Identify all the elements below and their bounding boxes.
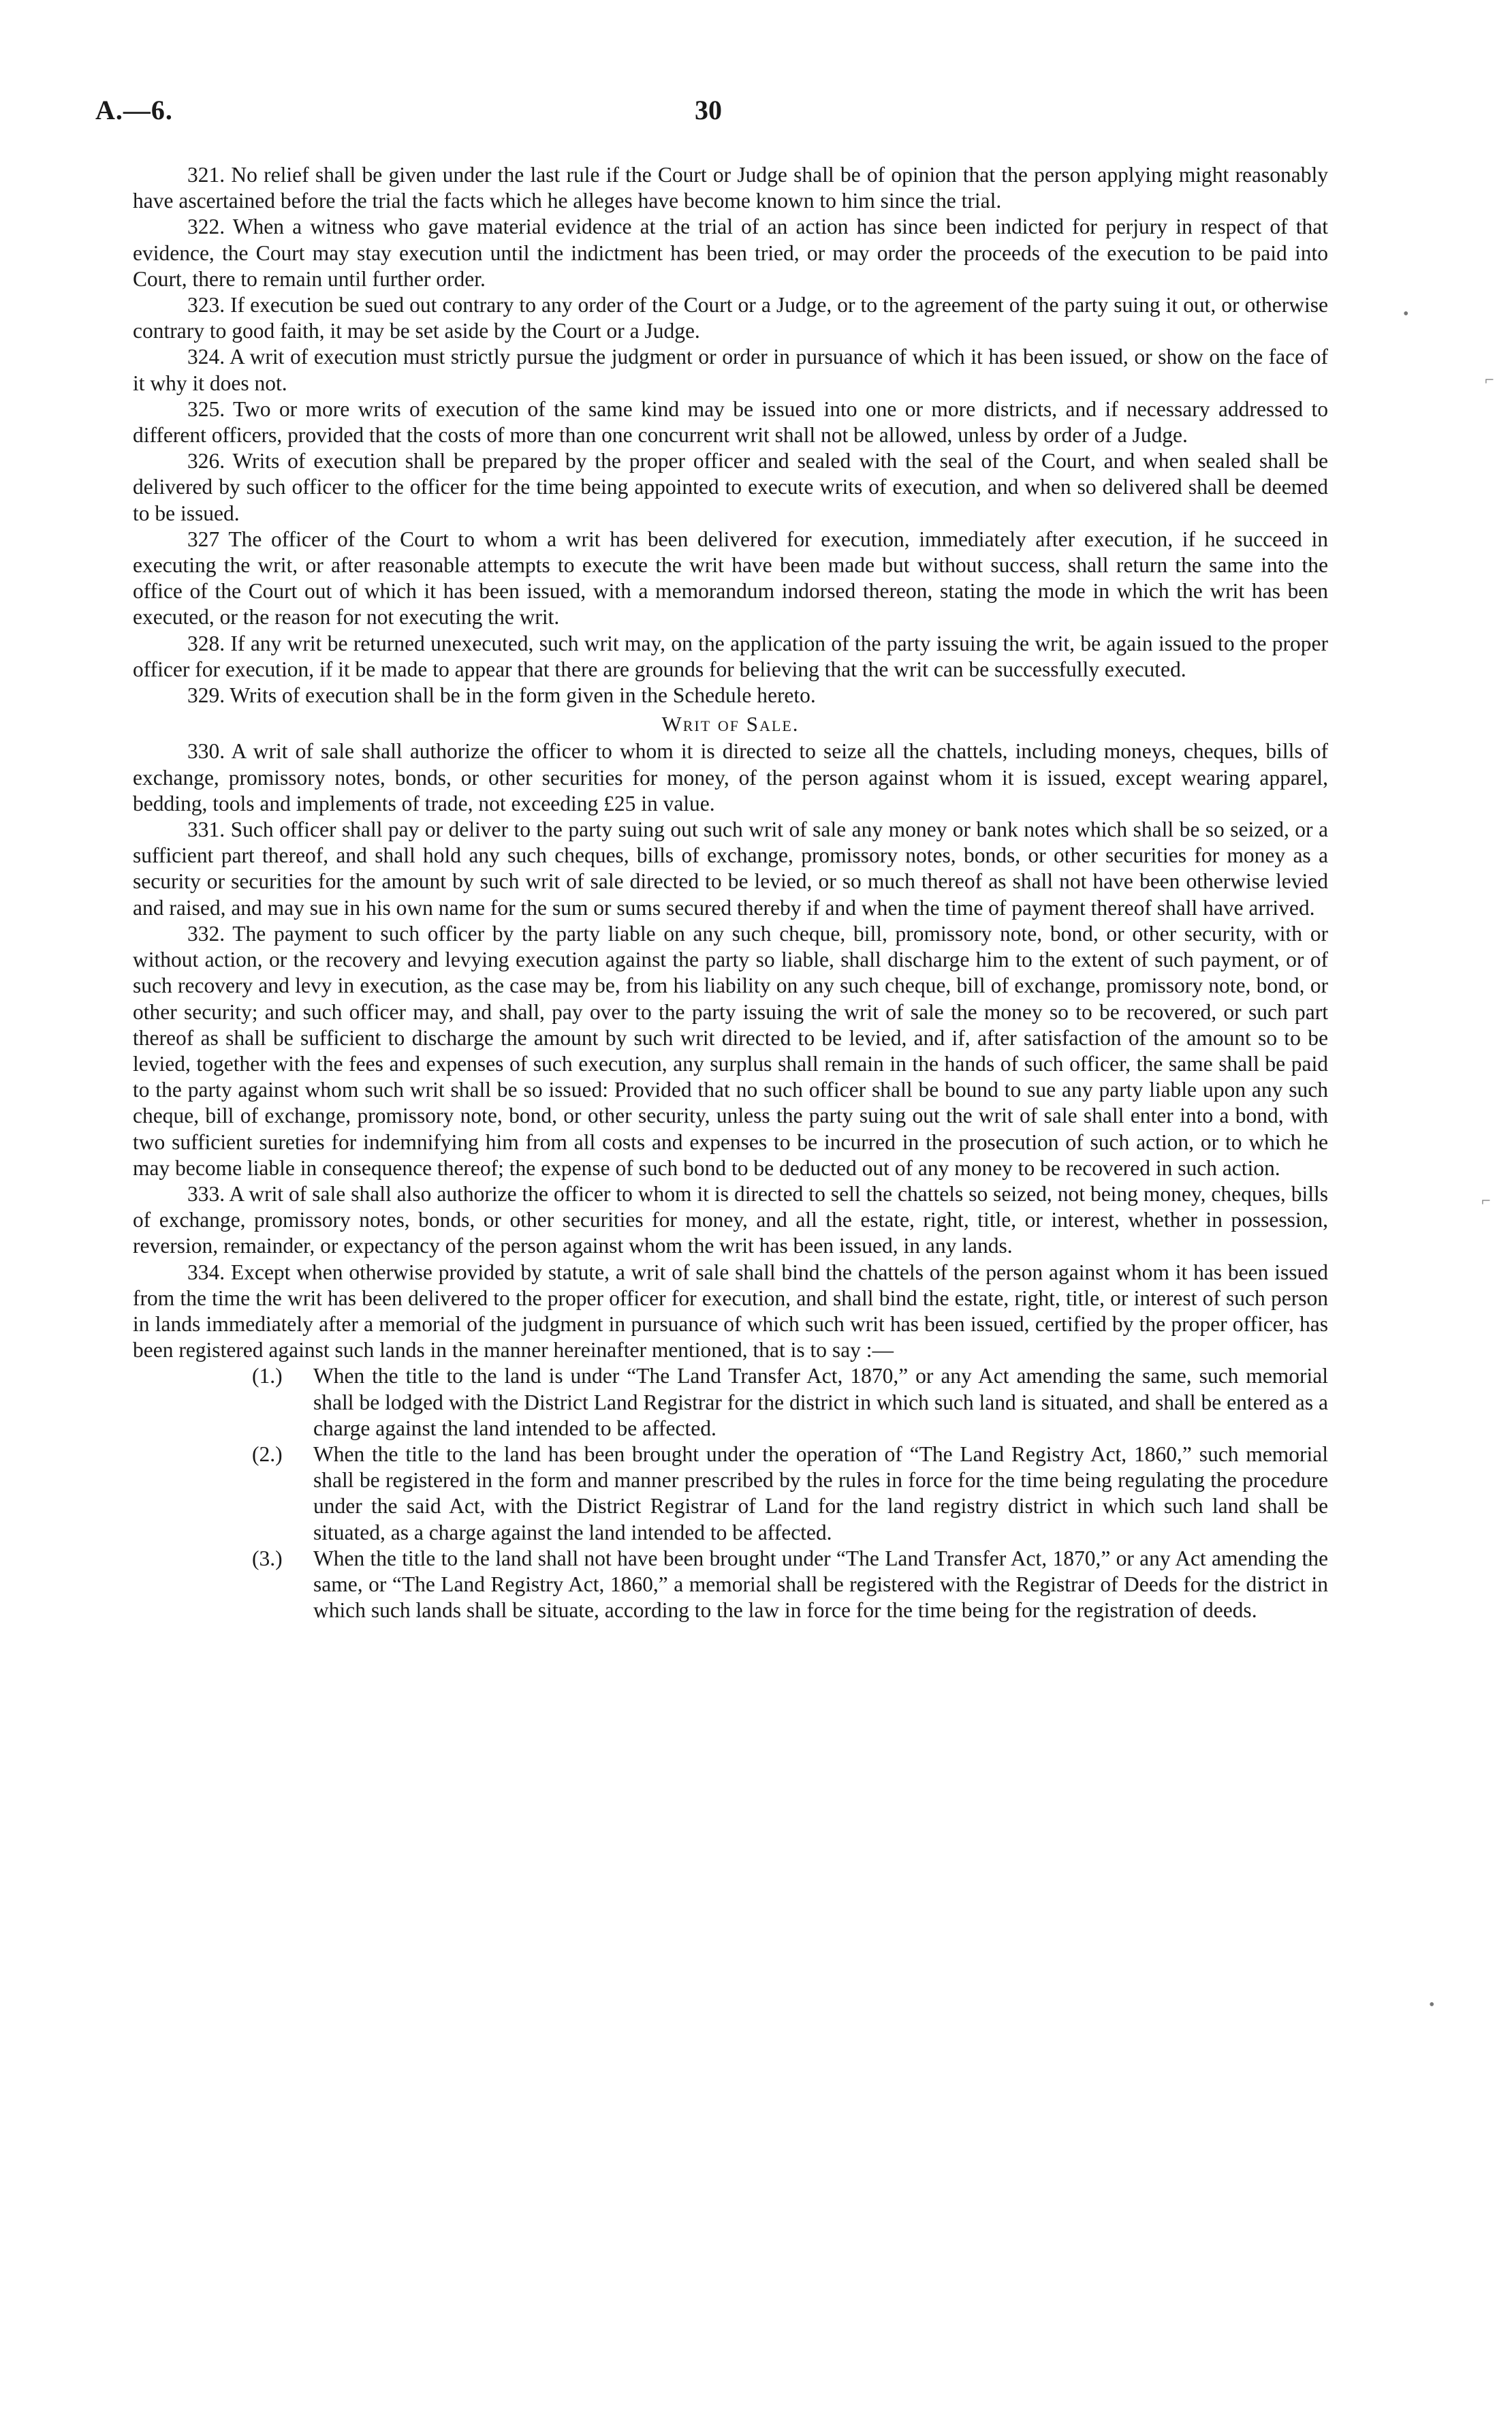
paragraph-322: 322. When a witness who gave material evidence at the trial of an action has since been indicted for perjury in respect of that evidence, the Court may stay execution until the indictment has been tried, or may order the proceeds of the execution to be paid into Court, there to remain until further order. <box>133 215 1328 291</box>
paragraph-321: 321. No relief shall be given under the last rule if the Court or Judge shall be of opinion that the person applying might reasonably have ascertained before the trial the facts which he alleges have become known to him since the trial. <box>133 163 1328 213</box>
paragraph-332: 332. The payment to such officer by the party liable on any such cheque, bill, promissory note, bond, or other security, with or without action, or the recovery and levying execution against the party so liable, shall discharge him to the extent of such payment, or of such recovery and levy in execution, as the case may be, from his liability on any such cheque, bill of exchange, promissory note, bond, or other security; and such officer may, and shall, pay over to the party issuing the writ of sale the money so to be recovered, or such part thereof as shall be sufficient to discharge the amount by such writ directed to be levied, and if, after satisfaction of the amount so to be levied, together with the fees and expenses of such execution, any surplus shall remain in the hands of such officer, the same shall be paid to the party against whom such writ shall be so issued: Provided that no such officer shall be bound to sue any party liable upon any such cheque, bill of exchange, promissory note, bond, or other security, unless the party suing out the writ of sale shall enter into a bond, with two sufficient sureties for indemnifying him from all costs and expenses to be incurred in the prosecution of such action, or to which he may become liable in consequence thereof; the expense of such bond to be deducted out of any money to be recovered in such action. <box>133 921 1328 1180</box>
subclause-label: (2.) <box>252 1442 283 1466</box>
body-text <box>133 162 1328 1623</box>
scan-speck-icon: • <box>1403 305 1409 323</box>
subclause-3 <box>252 1546 1328 1624</box>
paragraph-328: 328. If any writ be returned unexecuted, such writ may, on the application of the party issuing the writ, be again issued to the proper officer for execution, if it be made to appear that there are grounds for believing that the writ can be successfully executed. <box>133 631 1328 681</box>
paragraph-334: 334. Except when otherwise provided by statute, a writ of sale shall bind the chattels of the person against whom it has been issued from the time the writ has been delivered to the proper officer for execution, and shall bind the estate, right, title, or interest of such person in lands immediately after a memorial of the judgment in pursuance of which such writ has been issued, certified by the proper officer, has been registered against such lands in the manner hereinafter mentioned, that is to say :— <box>133 1260 1328 1362</box>
page-number: 30 <box>695 95 722 125</box>
subclause-2 <box>252 1442 1328 1546</box>
paragraph-323: 323. If execution be sued out contrary to any order of the Court or a Judge, or to the agreement of the party suing it out, or otherwise contrary to good faith, it may be set aside by the Court or a Judge. <box>133 293 1328 343</box>
paragraph-327: 327 The officer of the Court to whom a writ has been delivered for execution, immediately after execution, if he succeed in executing the writ, or after reasonable attempts to execute the writ have been made but without success, shall return the same into the office of the Court out of which it has been issued, with a memorandum indorsed thereon, stating the mode in which the writ has been executed, or the reason for not executing the writ. <box>133 527 1328 629</box>
subclause-text: When the title to the land shall not have been brought under “The Land Transfer Act, 1870,” or any Act amending the same, or “The Land Registry Act, 1860,” a memorial shall be registered with the Registrar of Deeds for the district in which such lands shall be situate, according to the law in force for the time being for the registration of deeds. <box>313 1546 1328 1623</box>
paragraph-324: 324. A writ of execution must strictly pursue the judgment or order in pursuance of which it has been issued, or show on the face of it why it does not. <box>133 345 1328 395</box>
scan-speck-icon: ⌐ <box>1481 1192 1491 1210</box>
subclause-text: When the title to the land has been brought under the operation of “The Land Registry Act, 1860,” such memorial shall be registered in the form and manner prescribed by the rules in force for the time being regulating the procedure under the said Act, with the District Registrar of Land for the land registry district in which such land shall be situated, as a charge against the land intended to be affected. <box>313 1442 1328 1544</box>
subclause-1 <box>252 1363 1328 1442</box>
subclause-text: When the title to the land is under “The Land Transfer Act, 1870,” or any Act amending the same, such memorial shall be lodged with the District Land Registrar for the district in which such land is situated, and shall be entered as a charge against the land intended to be affected. <box>313 1364 1328 1440</box>
document-id: A.—6. <box>95 95 173 125</box>
section-heading: Writ of Sale. <box>661 712 800 736</box>
paragraph-331: 331. Such officer shall pay or deliver to the party suing out such writ of sale any money or bank notes which shall be so seized, or a sufficient part thereof, and shall hold any such cheques, bills of exchange, promissory notes, bonds, or other securities for money as a security or securities for the amount by such writ of sale directed to be levied, or so much thereof as shall not have been otherwise levied and raised, and may sue in his own name for the sum or sums secured thereby if and when the time of payment thereof shall have arrived. <box>133 817 1328 920</box>
scan-speck-icon: • <box>1429 1996 1435 2014</box>
page-header <box>95 94 1349 135</box>
paragraph-325: 325. Two or more writs of execution of the same kind may be issued into one or more districts, and if necessary addressed to different officers, provided that the costs of more than one concurrent writ shall not be allowed, unless by order of a Judge. <box>133 396 1328 448</box>
scan-speck-icon: ⌐ <box>1485 371 1494 389</box>
subclause-label: (3.) <box>252 1546 283 1570</box>
paragraph-326: 326. Writs of execution shall be prepared by the proper officer and sealed with the seal of the Court, and when sealed shall be delivered by such officer to the officer for the time being appointed to execute writs of execution, and when so delivered shall be deemed to be issued. <box>133 449 1328 525</box>
paragraph-329: 329. Writs of execution shall be in the form given in the Schedule hereto. <box>187 683 816 708</box>
subclause-label: (1.) <box>252 1364 283 1388</box>
paragraph-333: 333. A writ of sale shall also authorize the officer to whom it is directed to sell the chattels so seized, not being money, cheques, bills of exchange, promissory notes, bonds, or other securities for money, and all the estate, right, title, or interest, whether in possession, reversion, remainder, or expectancy of the person against whom the writ has been issued, in any lands. <box>133 1181 1328 1258</box>
paragraph-330: 330. A writ of sale shall authorize the officer to whom it is directed to seize all the chattels, including moneys, cheques, bills of exchange, promissory notes, bonds, or other securities for money, of the person against whom it is issued, except wearing apparel, bedding, tools and implements of trade, not exceeding £25 in value. <box>133 739 1328 815</box>
